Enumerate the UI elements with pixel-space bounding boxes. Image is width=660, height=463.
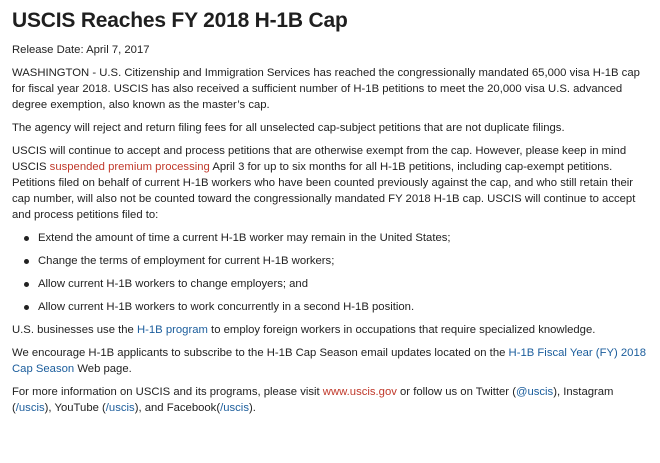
instagram-link[interactable]: /uscis xyxy=(15,402,45,414)
list-item: Extend the amount of time a current H-1B worker may remain in the United States; xyxy=(38,230,650,246)
paragraph-text: For more information on USCIS and its programs, please visit xyxy=(12,386,323,398)
paragraph-text: to employ foreign workers in occupations that require specialized knowledge. xyxy=(207,324,596,336)
paragraph-reject-fees: The agency will reject and return filing fees for all unselected cap-subject petitions that are not duplicate filings. xyxy=(12,122,565,134)
paragraph-exempt-petitions xyxy=(12,143,650,223)
paragraph-text: ), and Facebook( xyxy=(134,402,221,414)
paragraph-more-info xyxy=(12,384,650,416)
paragraph-text: USCIS will continue to accept and process petitions that are otherwise exempt from the cap. However, please keep in mind USCIS xyxy=(12,145,627,173)
paragraph-subscribe xyxy=(12,345,650,377)
paragraph-text: ), Instagram ( xyxy=(12,386,614,414)
h1b-program-link[interactable]: H-1B program xyxy=(136,324,208,336)
list-item: Change the terms of employment for current H-1B workers; xyxy=(38,253,650,269)
cap-season-page-link[interactable]: H-1B Fiscal Year (FY) 2018 Cap Season xyxy=(12,347,647,375)
paragraph-text: ). xyxy=(248,402,256,414)
list-item: Allow current H-1B workers to change employers; and xyxy=(38,276,650,292)
paragraph-text: U.S. businesses use the xyxy=(12,324,137,336)
paragraph-cap-reached: WASHINGTON - U.S. Citizenship and Immigration Services has reached the congressionally mandated 65,000 visa H-1B cap for fiscal year 2018. USCIS has also received a sufficient number of H-1B petitions to meet the 20,000 visa U.S. advanced degree exemption, also known as the master’s cap. xyxy=(12,67,640,111)
paragraph-text: Web page. xyxy=(74,363,132,375)
release-date: Release Date: April 7, 2017 xyxy=(12,44,150,56)
page-title: USCIS Reaches FY 2018 H-1B Cap xyxy=(12,9,348,32)
petition-types-list xyxy=(12,230,650,315)
suspended-premium-processing-link[interactable]: suspended premium processing xyxy=(49,161,210,173)
facebook-link[interactable]: /uscis xyxy=(220,402,249,414)
uscis-website-link[interactable]: www.uscis.gov xyxy=(322,386,397,398)
list-item: Allow current H-1B workers to work concurrently in a second H-1B position. xyxy=(38,299,650,315)
youtube-link[interactable]: /uscis xyxy=(105,402,135,414)
paragraph-text: ), YouTube ( xyxy=(44,402,106,414)
paragraph-text: We encourage H-1B applicants to subscribe to the H-1B Cap Season email updates located on the xyxy=(12,347,509,359)
paragraph-text: April 3 for up to six months for all H-1B petitions, including cap-exempt petitions. Petitions filed on behalf of current H-1B workers who have been counted previously against the cap, and who still retain their cap number, will also not be counted toward the congressionally mandated FY 2018 H-1B cap. USCIS will continue to accept and process petitions filed to: xyxy=(12,161,636,221)
paragraph-h1b-program xyxy=(12,322,650,338)
paragraph-text: or follow us on Twitter ( xyxy=(396,386,516,398)
twitter-link[interactable]: @uscis xyxy=(515,386,554,398)
